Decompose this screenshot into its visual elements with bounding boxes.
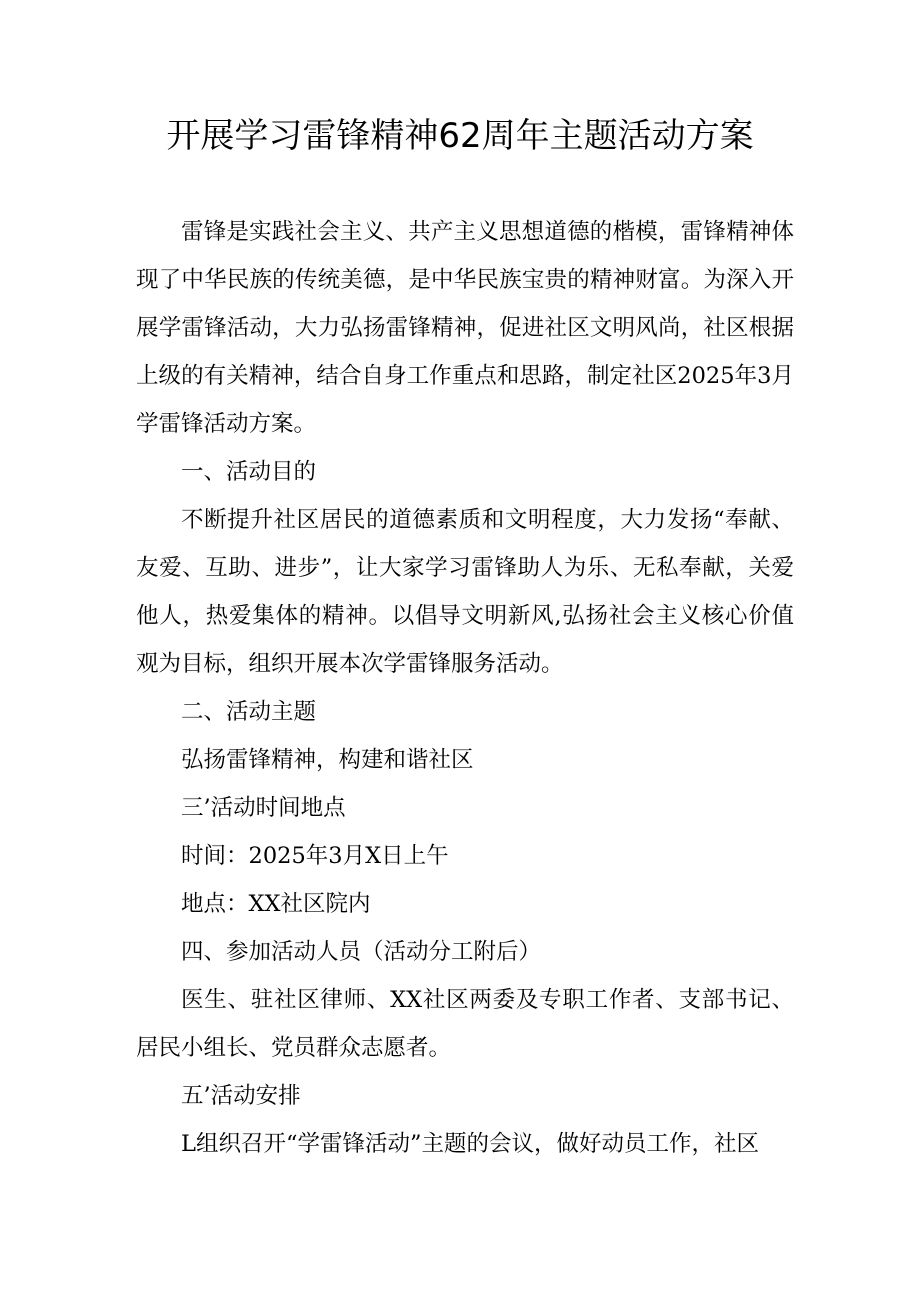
paragraph-activity-theme: 弘扬雷锋精神，构建和谐社区 bbox=[181, 747, 474, 773]
document-title: 开展学习雷锋精神62周年主题活动方案 bbox=[166, 116, 754, 156]
heading-time-location: 三’活动时间地点 bbox=[181, 795, 346, 821]
paragraph-time: 时间：2025年3月X日上午 bbox=[181, 843, 449, 869]
paragraph-activity-purpose: 不断提升社区居民的道德素质和文明程度，大力发扬“奉献、友爱、互助、进步”，让大家学习雷锋助人为乐、无私奉献，关爱他人，热爱集体的精神。以倡导文明新风,弘扬社会主义核心价值观为目标，组织开展本次学雷锋服务活动。 bbox=[136, 507, 794, 677]
heading-arrangement: 五’活动安排 bbox=[181, 1083, 301, 1109]
paragraph-intro: 雷锋是实践社会主义、共产主义思想道德的楷模，雷锋精神体现了中华民族的传统美德，是中华民族宝贵的精神财富。为深入开展学雷锋活动，大力弘扬雷锋精神，促进社区文明风尚，社区根据上级的有关精神，结合自身工作重点和思路，制定社区2025年3月学雷锋活动方案。 bbox=[136, 219, 794, 437]
heading-activity-theme: 二、活动主题 bbox=[181, 699, 317, 725]
heading-activity-purpose: 一、活动目的 bbox=[181, 459, 317, 485]
heading-participants: 四、参加活动人员（活动分工附后） bbox=[181, 939, 542, 965]
paragraph-participants: 医生、驻社区律师、XX社区两委及专职工作者、支部书记、居民小组长、党员群众志愿者。 bbox=[136, 987, 794, 1061]
paragraph-arrangement-1: L组织召开“学雷锋活动”主题的会议，做好动员工作，社区 bbox=[181, 1131, 759, 1157]
paragraph-location: 地点：XX社区院内 bbox=[181, 891, 371, 917]
document-body bbox=[136, 208, 794, 1168]
